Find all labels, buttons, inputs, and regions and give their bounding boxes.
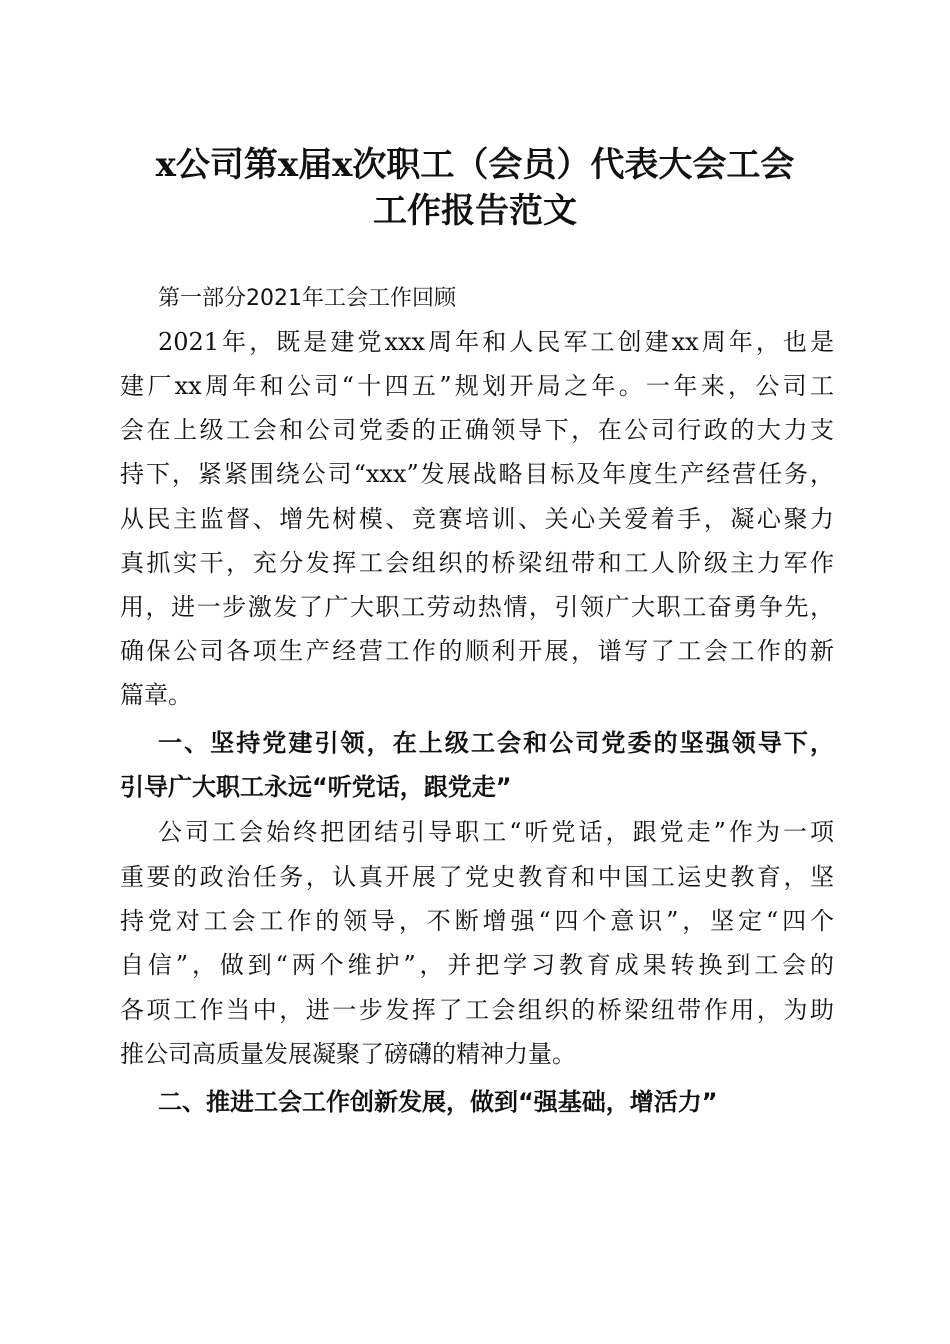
paragraph-2-line: 重要的政治任务，认真开展了党史教育和中国工运史教育，坚	[120, 863, 834, 891]
section-1-heading-line: 一、坚持党建引领，在上级工会和公司党委的坚强领导下，	[158, 729, 834, 757]
section-1-heading-line: 引导广大职工永远“听党话，跟党走”	[120, 773, 512, 801]
paragraph-2-line: 公司工会始终把团结引导职工“听党话，跟党走”作为一项	[158, 818, 834, 846]
part-heading: 第一部分2021年工会工作回顾	[158, 286, 456, 311]
paragraph-1-line: 确保公司各项生产经营工作的顺利开展，谱写了工会工作的新	[120, 637, 834, 665]
paragraph-2-line: 推公司高质量发展凝聚了磅礴的精神力量。	[120, 1040, 576, 1068]
paragraph-1-line: 从民主监督、增先树模、竞赛培训、关心关爱着手，凝心聚力	[120, 505, 834, 533]
section-2-heading: 二、推进工会工作创新发展，做到“强基础，增活力”	[158, 1088, 718, 1116]
paragraph-1-line: 用，进一步激发了广大职工劳动热情，引领广大职工奋勇争先，	[120, 593, 834, 621]
paragraph-1-line: 篇章。	[120, 681, 192, 709]
paragraph-2-line: 各项工作当中，进一步发挥了工会组织的桥梁纽带作用，为助	[120, 996, 834, 1024]
document-title-line-1: x公司第x届x次职工（会员）代表大会工会	[155, 145, 795, 185]
document-title-line-2: 工作报告范文	[373, 191, 577, 231]
paragraph-1-line: 建厂xx周年和公司“十四五”规划开局之年。一年来，公司工	[120, 372, 834, 400]
paragraph-1-line: 会在上级工会和公司党委的正确领导下，在公司行政的大力支	[120, 416, 834, 444]
paragraph-2-line: 持党对工会工作的领导，不断增强“四个意识”，坚定“四个	[120, 907, 834, 935]
paragraph-1-line: 2021年，既是建党xxx周年和人民军工创建xx周年，也是	[158, 328, 834, 356]
paragraph-2-line: 自信”，做到“两个维护”，并把学习教育成果转换到工会的	[120, 951, 834, 979]
paragraph-1-line: 真抓实干，充分发挥工会组织的桥梁纽带和工人阶级主力军作	[120, 549, 834, 577]
paragraph-1-line: 持下，紧紧围绕公司“xxx”发展战略目标及年度生产经营任务，	[120, 460, 834, 488]
